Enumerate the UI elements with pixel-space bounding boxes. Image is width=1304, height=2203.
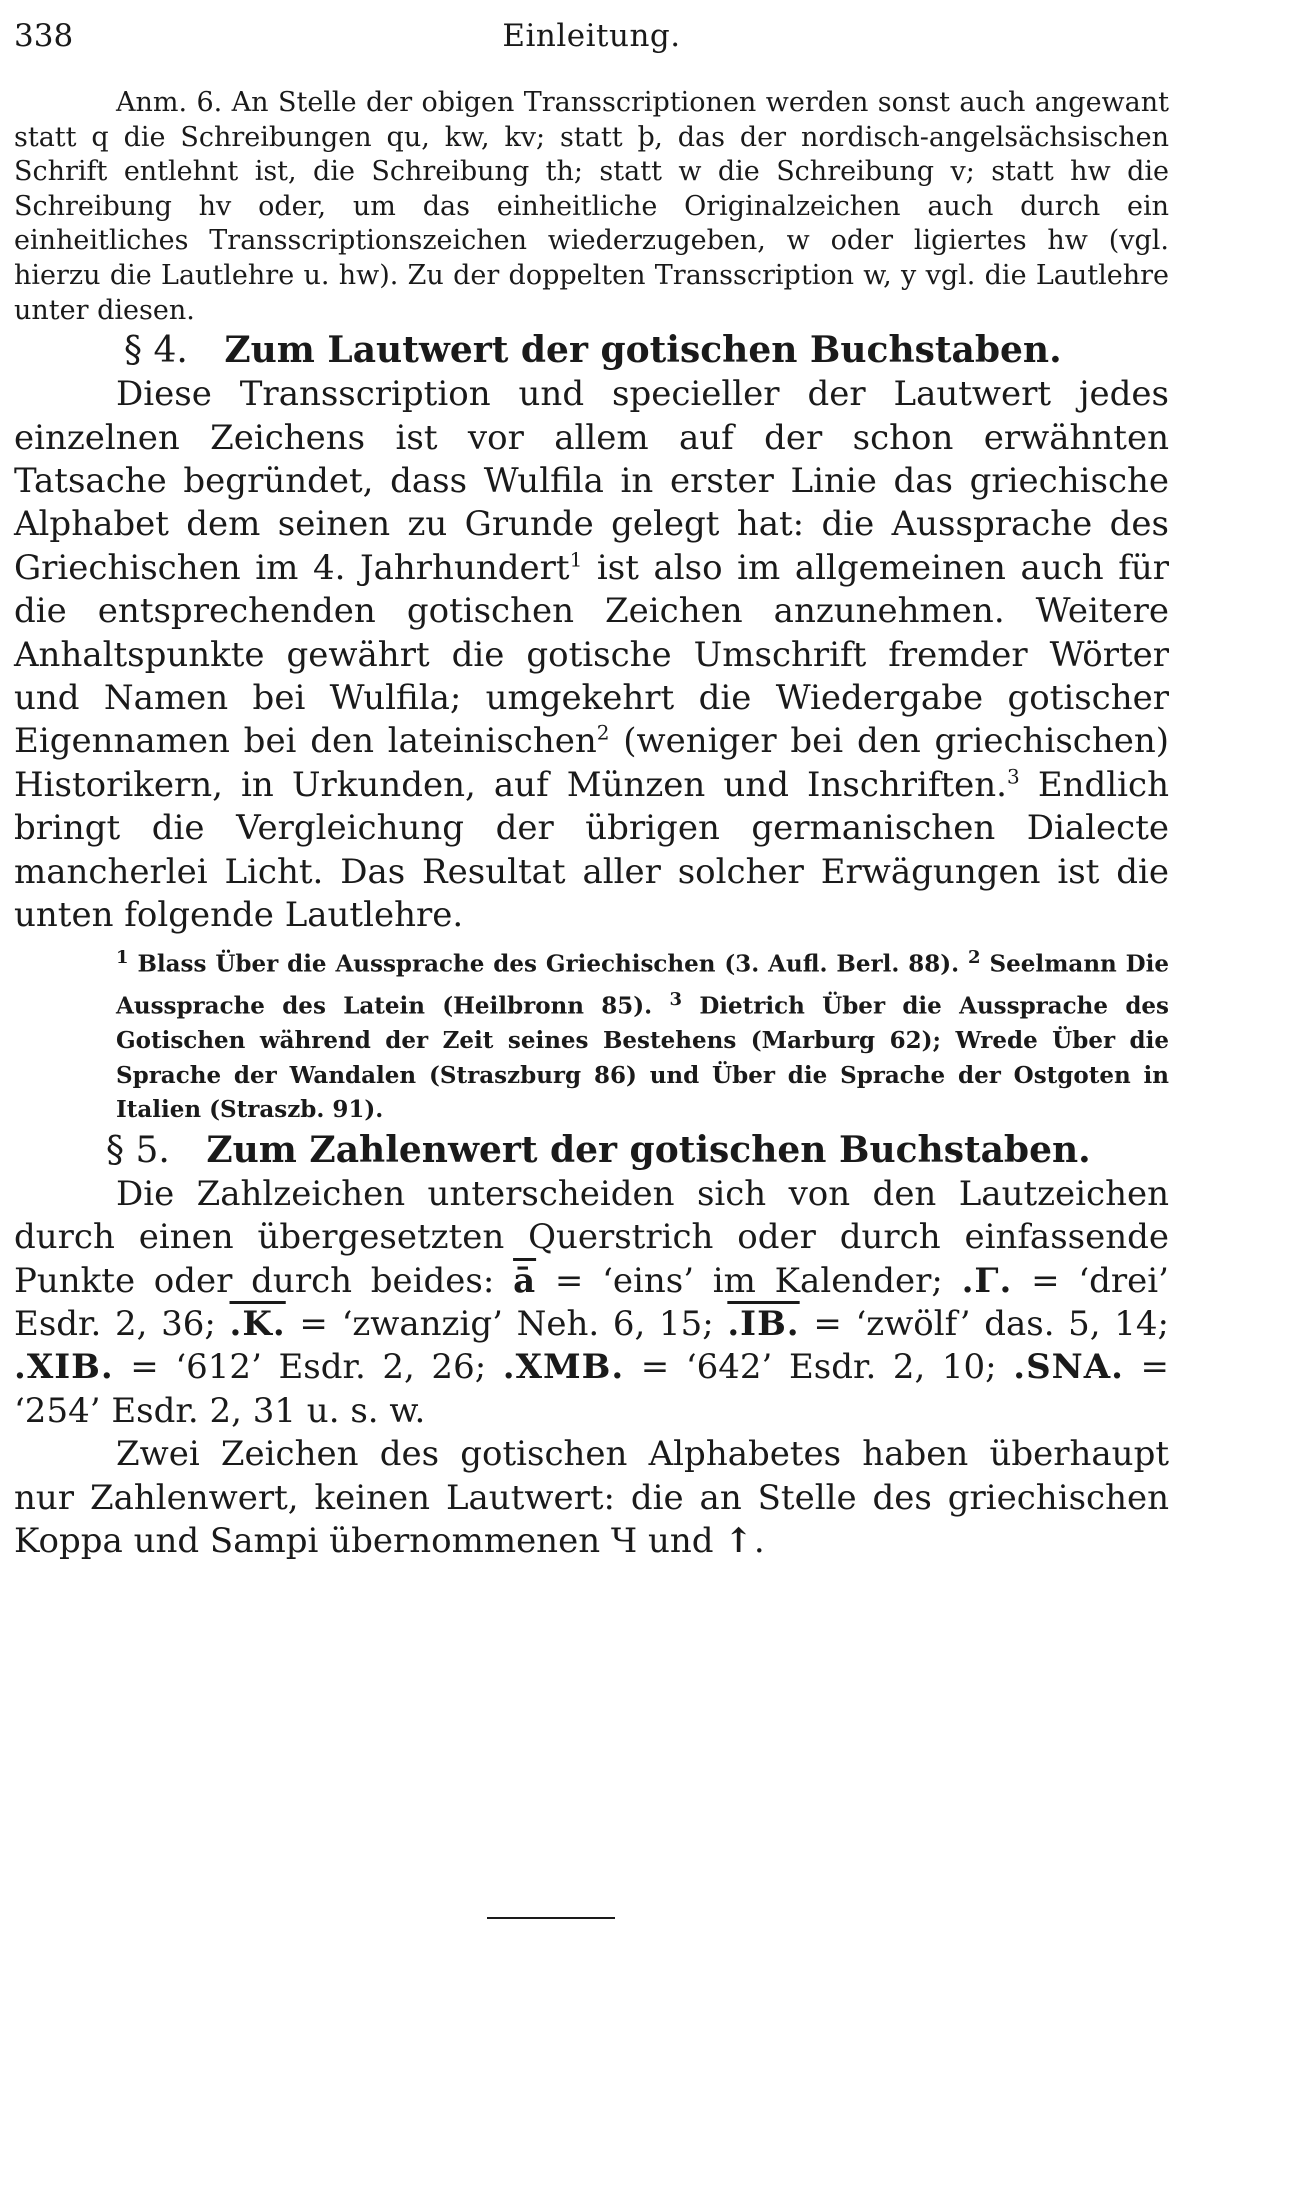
text-run: = ‘zwölf’ das. 5, 14; <box>799 1303 1169 1344</box>
running-title: Einleitung. <box>502 18 681 54</box>
numeral-zwoelf: .IB. <box>727 1303 800 1344</box>
text-run: und <box>637 1520 725 1561</box>
footnote-mark-1: 1 <box>116 947 129 969</box>
footnote-1: Blass Über die Aussprache des Griechischen (3. Aufl. Berl. 88). <box>137 951 960 979</box>
footnote-mark-3: 3 <box>669 988 683 1010</box>
section-5-heading <box>14 1128 1169 1173</box>
numeral-zwanzig: .K. <box>229 1303 286 1344</box>
text-run: = ‘612’ Esdr. 2, 26; <box>113 1347 503 1388</box>
sampi-glyph: ↑ <box>724 1520 754 1561</box>
section-5-paragraph-1 <box>14 1173 1169 1433</box>
text-run: . <box>753 1520 765 1561</box>
text-run: Endlich bringt die Vergleichung der übrigen germanischen Dialecte mancherlei Licht. Das Resultat aller solcher Erwägungen ist die unten folgende Lautlehre. <box>14 764 1169 936</box>
text-run: (weniger bei den griechischen) Historikern, in Urkunden, auf Münzen und Inschriften. <box>14 721 1170 805</box>
annotation-text: An Stelle der obigen Transscriptionen werden sonst auch angewant statt q die Schreibungen qu, kw, kv; statt þ, das der nordisch-angelsächsischen Schrift entlehnt ist, die Schreibung th; statt w die Schreibung v; statt hw die Schreibung hv oder, um das einheitliche Originalzeichen auch durch ein einheitliches Transscriptionszeichen wiederzugeben, w oder ligiertes hw (vgl. hierzu die Lautlehre u. hw). Zu der doppelten Transscription w, y vgl. die Lautlehre unter diesen. <box>14 87 1169 326</box>
text-run: = ‘642’ Esdr. 2, 10; <box>624 1347 1014 1388</box>
annotation-label: Anm. 6. <box>116 87 223 118</box>
section-4-title: Zum Lautwert der gotischen Buchstaben. <box>224 329 1062 372</box>
text-run: = ‘drei’ Esdr. 2, 36; <box>14 1260 1169 1344</box>
section-5-number: § 5. <box>106 1129 170 1171</box>
numeral-642: .XMB. <box>502 1347 625 1388</box>
text-run: Diese Transscription und specieller der Lautwert jedes einzelnen Zeichens ist vor allem auf der schon erwähnten Tatsache begründet, dass Wulfila in erster Linie das griechische Alphabet dem seinen zu Grunde gelegt hat: die Aussprache des Griechischen im 4. Jahrhundert <box>14 374 1169 588</box>
footnote-ref-1: 1 <box>569 547 583 572</box>
text-run: Zwei Zeichen des gotischen Alphabetes haben überhaupt nur Zahlenwert, keinen Lautwert: die an Stelle des griechischen Koppa und Sampi übernommenen <box>14 1434 1169 1561</box>
koppa-glyph: Ч <box>610 1520 638 1561</box>
page <box>14 18 1169 1563</box>
text-run: Die Zahlzeichen unterscheiden sich von den Lautzeichen durch einen übergesetzten Querstrich oder durch einfassende Punkte oder durch beides: <box>14 1173 1169 1301</box>
footnotes <box>14 941 1169 1127</box>
footnote-ref-3: 3 <box>1006 764 1020 789</box>
section-4-heading <box>14 328 1169 373</box>
running-head <box>14 18 1169 66</box>
numeral-612: .XIB. <box>14 1347 114 1388</box>
numeral-eins: $\overline{ā}$ <box>513 1260 537 1301</box>
numeral-254: .SNA. <box>1013 1347 1124 1388</box>
page-number: 338 <box>14 18 74 54</box>
text-run: = ‘254’ Esdr. 2, 31 u. s. w. <box>14 1347 1169 1431</box>
numeral-drei: .Γ. <box>961 1260 1013 1301</box>
section-4-paragraph <box>14 373 1169 937</box>
text-run: ist also im allgemeinen auch für die entsprechenden gotischen Zeichen anzunehmen. Weitere Anhaltspunkte gewährt die gotische Umschrift fremder Wörter und Namen bei Wulfila; umgekehrt die Wiedergabe gotischer Eigennamen bei den lateinischen <box>14 547 1170 762</box>
end-rule <box>487 1917 615 1919</box>
footnote-ref-2: 2 <box>596 721 610 746</box>
footnote-2: Seelmann Die Aussprache des Latein (Heilbronn 85). <box>116 951 1169 1020</box>
section-4-number: § 4. <box>124 330 188 372</box>
annotation-paragraph <box>14 86 1169 328</box>
footnote-mark-2: 2 <box>968 947 981 969</box>
section-5-paragraph-2 <box>14 1433 1169 1563</box>
text-run: = ‘eins’ im Kalender; <box>536 1260 962 1301</box>
section-5-title: Zum Zahlenwert der gotischen Buchstaben. <box>206 1128 1091 1171</box>
text-run: = ‘zwanzig’ Neh. 6, 15; <box>285 1303 728 1344</box>
footnote-3: Dietrich Über die Aussprache des Gotischen während der Zeit seines Bestehens (Marburg 62); Wrede Über die Sprache der Wandalen (Straszburg 86) und Über die Sprache der Ostgoten in Italien (Straszb. 91). <box>116 992 1169 1124</box>
